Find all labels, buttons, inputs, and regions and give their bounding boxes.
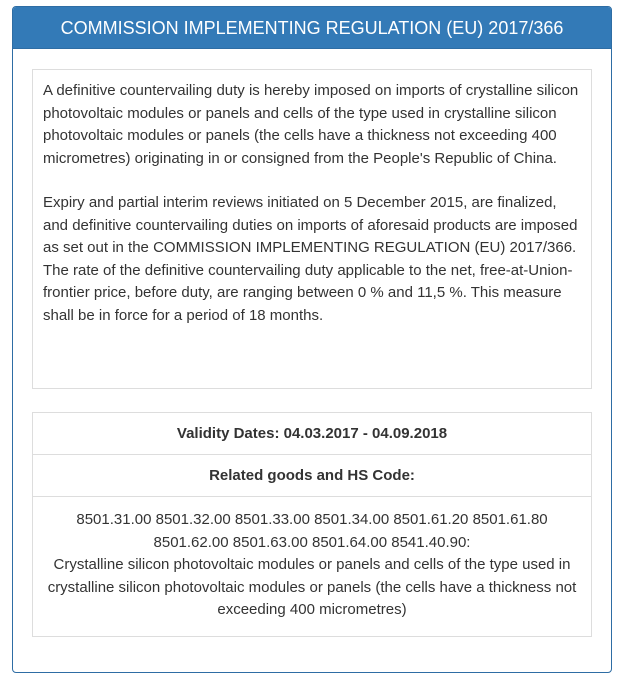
related-goods-content <box>33 497 591 636</box>
panel-body <box>13 49 611 637</box>
description-paragraph-1: A definitive countervailing duty is hereby imposed on imports of crystalline silicon photovoltaic modules or panels and cells of the type used in crystalline silicon photovoltaic modules or panels (the cells have a thickness not exceeding 400 micrometres) originating in or consigned from the People's Republic of China. <box>43 82 579 167</box>
panel-title: COMMISSION IMPLEMENTING REGULATION (EU) 2017/366 <box>13 7 611 49</box>
related-goods-heading: Related goods and HS Code: <box>33 455 591 497</box>
hs-code-list: 8501.31.00 8501.32.00 8501.33.00 8501.34.00 8501.61.20 8501.61.80 8501.62.00 8501.63.00 8501.64.00 8541.40.90: <box>76 511 548 551</box>
info-table <box>32 412 592 637</box>
validity-dates: Validity Dates: 04.03.2017 - 04.09.2018 <box>33 413 591 455</box>
regulation-panel <box>12 6 612 673</box>
description-paragraph-2: Expiry and partial interim reviews initiated on 5 December 2015, are finalized, and definitive countervailing duties on imports of aforesaid products are imposed as set out in the COMMISSION IMPLEMENTING REGULATION (EU) 2017/366. The rate of the definitive countervailing duty applicable to the net, free-at-Union-frontier price, before duty, are ranging between 0 % and 11,5 %. This measure shall be in force for a period of 18 months. <box>43 194 578 324</box>
regulation-description <box>32 69 592 389</box>
goods-description: Crystalline silicon photovoltaic modules or panels and cells of the type used in crystalline silicon photovoltaic modules or panels (the cells have a thickness not exceeding 400 micrometres) <box>47 556 577 618</box>
